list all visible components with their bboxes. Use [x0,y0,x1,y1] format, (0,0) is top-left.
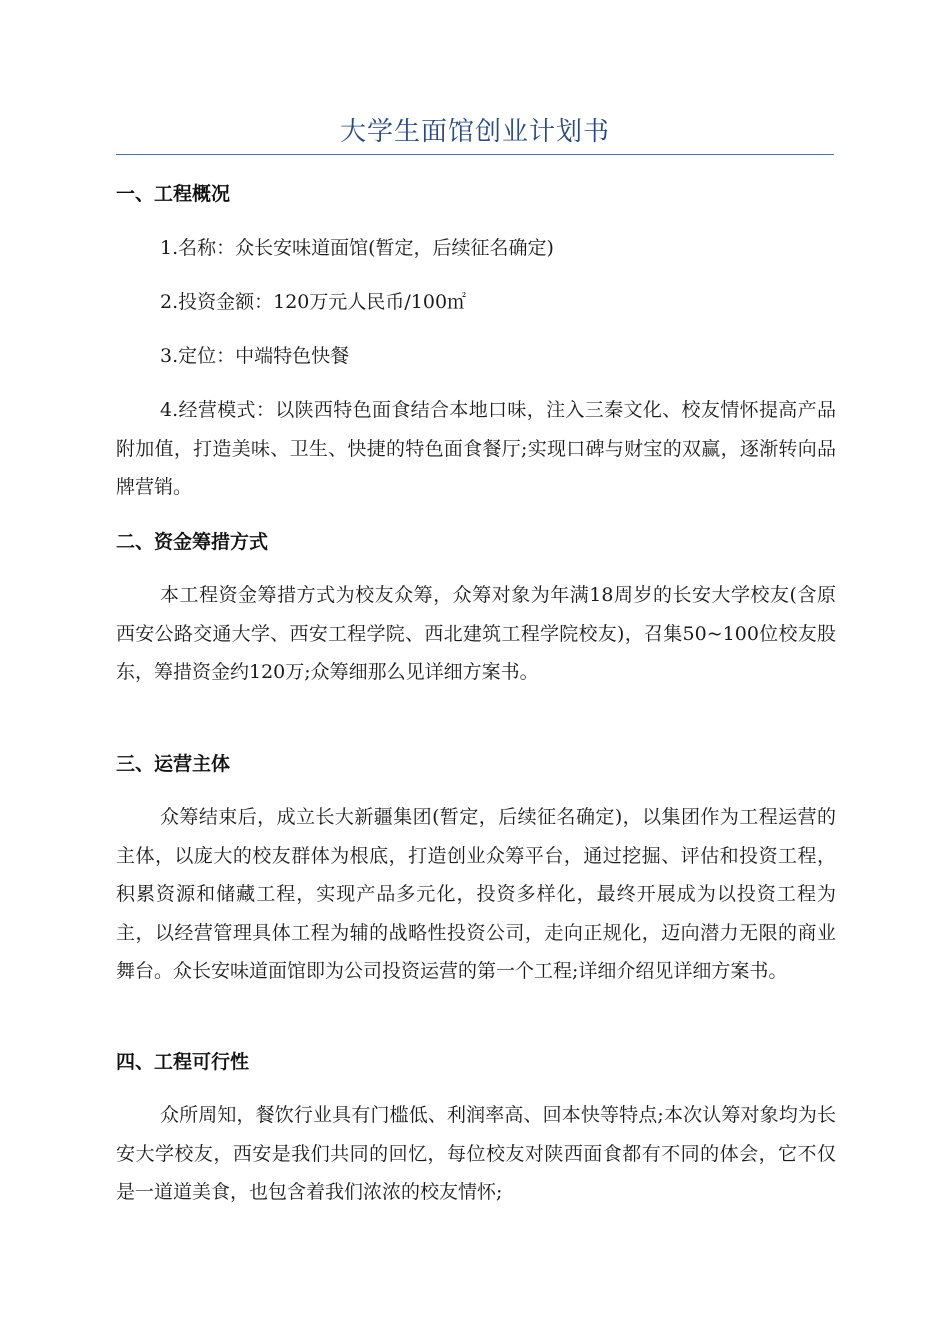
section-heading-feasibility: 四、工程可行性 [116,1051,250,1073]
section-heading-overview: 一、工程概况 [116,183,231,205]
operator-paragraph: 众筹结束后，成立长大新疆集团(暂定，后续征名确定)，以集团作为工程运营的主体，以庞大的校友群体为根底，打造创业众筹平台，通过挖掘、评估和投资工程，积累资源和储藏工程，实现产品多元化，投资多样化，最终开展成为以投资工程为主，以经营管理具体工程为辅的战略性投资公司，走向正规化，迈向潜力无限的商业舞台。众长安味道面馆即为公司投资运营的第一个工程;详细介绍见详细方案书。 [116,806,836,982]
overview-item-name: 1.名称：众长安味道面馆(暂定，后续征名确定) [160,237,554,259]
overview-business-model-paragraph: 4.经营模式：以陕西特色面食结合本地口味，注入三秦文化、校友情怀提高产品附加值，打造美味、卫生、快捷的特色面食餐厅;实现口碑与财宝的双赢，逐渐转向品牌营销。 [116,399,836,498]
section-heading-operator: 三、运营主体 [116,753,231,775]
title-underline [116,154,834,155]
feasibility-paragraph: 众所周知，餐饮行业具有门槛低、利润率高、回本快等特点;本次认筹对象均为长安大学校友，西安是我们共同的回忆，每位校友对陕西面食都有不同的体会，它不仅是一道道美食，也包含着我们浓浓的校友情怀; [116,1104,836,1203]
overview-item-investment: 2.投资金额：120万元人民币/100㎡ [160,291,467,313]
overview-item-positioning: 3.定位：中端特色快餐 [160,345,350,367]
document-title: 大学生面馆创业计划书 [339,117,610,147]
funding-paragraph: 本工程资金筹措方式为校友众筹，众筹对象为年满18周岁的长安大学校友(含原西安公路交通大学、西安工程学院、西北建筑工程学院校友)，召集50~100位校友股东，筹措资金约120万;众筹细那么见详细方案书。 [116,584,836,683]
section-heading-funding: 二、资金筹措方式 [116,531,269,553]
